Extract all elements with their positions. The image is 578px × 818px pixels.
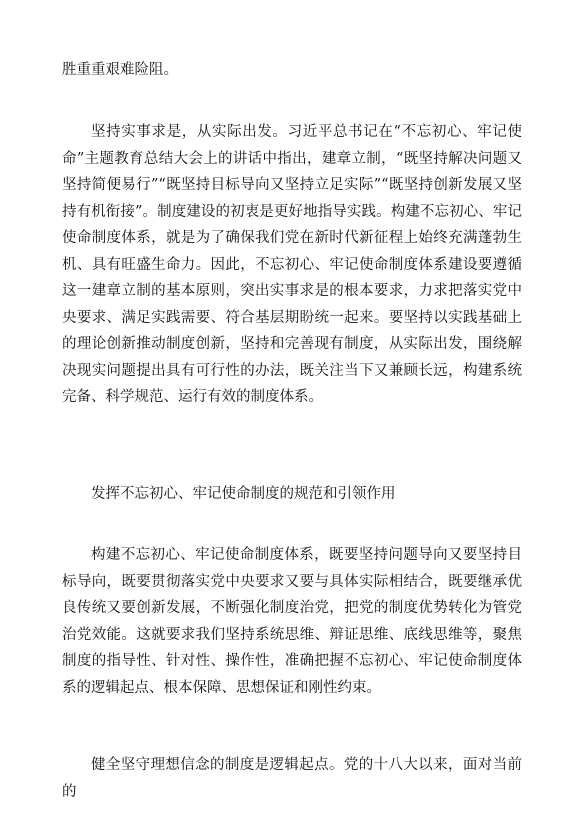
section-heading: 发挥不忘初心、牢记使命制度的规范和引领作用 xyxy=(91,486,396,502)
paragraph-system-building: 构建不忘初心、牢记使命制度体系，既要坚持问题导向又要坚持目标导向，既要贯彻落实党中央要求又要与具体实际相结合，既要继承优良传统又要创新发展，不断强化制度治党，把党的制度优势转化为管党治党效能。这就要求我们坚持系统思维、辩证思维、底线思维等，聚焦制度的指导性、针对性、操作性，准确把握不忘初心、牢记使命制度体系的逻辑起点、根本保障、思想保证和刚性约束。 xyxy=(62,547,522,696)
paragraph-practical-approach: 坚持实事求是，从实际出发。习近平总书记在“不忘初心、牢记使命”主题教育总结大会上的讲话中指出，建章立制，“既坚持解决问题又坚持简便易行”“既坚持目标导向又坚持立足实际”“既坚持创新发展又坚持有机衔接”。制度建设的初衷是更好地指导实践。构建不忘初心、牢记使命制度体系，就是为了确保我们党在新时代新征程上始终充满蓬勃生机、具有旺盛生命力。因此，不忘初心、牢记使命制度体系建设要遵循这一建章立制的基本原则，突出实事求是的根本要求，力求把落实党中央要求、满足实践需要、符合基层期盼统一起来。要坚持以实践基础上的理论创新推动制度创新，坚持和完善现有制度，从实际出发，围绕解决现实问题提出具有可行性的办法，既关注当下又兼顾长远，构建系统完备、科学规范、运行有效的制度体系。 xyxy=(62,124,522,405)
continuation-text: 胜重重艰难险阻。 xyxy=(62,62,178,78)
paragraph-ideals-beliefs: 健全坚守理想信念的制度是逻辑起点。党的十八大以来，面对当前的 xyxy=(62,757,522,800)
